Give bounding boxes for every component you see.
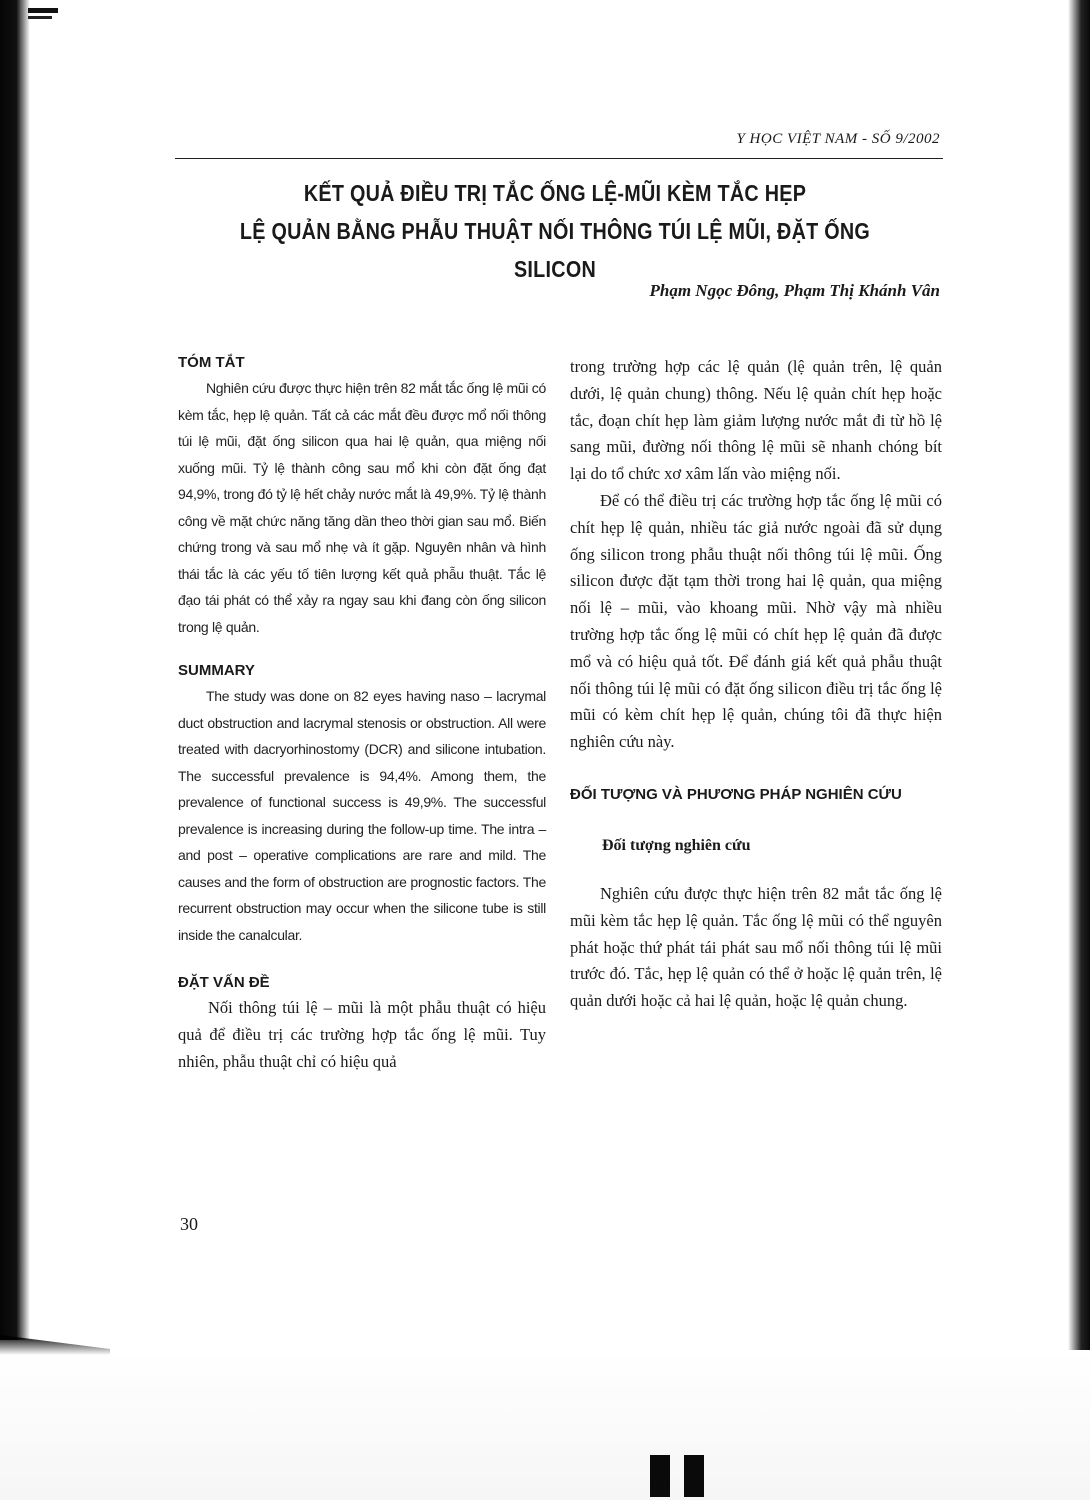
subjects-subheading: Đối tượng nghiên cứu	[602, 836, 751, 854]
right-column	[570, 354, 942, 1015]
subjects-paragraph: Nghiên cứu được thực hiện trên 82 mắt tắc ống lệ mũi kèm tắc hẹp lệ quản. Tắc ống lệ mũi có thể nguyên phát hoặc thứ phát tái phát sau mổ nối thông túi lệ mũi trước đó. Tắc, hẹp lệ quản có thể ở hoặc lệ quản trên, lệ quản dưới hoặc cả hai lệ quản, hoặc lệ quản chung.	[570, 883, 942, 1011]
journal-header: Y HỌC VIỆT NAM - SỐ 9/2002	[736, 131, 940, 147]
tomtat-text: Nghiên cứu được thực hiện trên 82 mắt tắc ống lệ mũi có kèm tắc, hẹp lệ quản. Tất cả các mắt đều được mổ nối thông túi lệ mũi, đặt ống silicon qua hai lệ quản, qua miệng nối xuống mũi. Tỷ lệ thành công sau mổ khi còn đặt ống đạt 94,9%, trong đó tỷ lệ hết chảy nước mắt là 49,9%. Tỷ lệ thành công về mặt chức năng tăng dần theo thời gian sau mổ. Biến chứng trong và sau mổ nhẹ và ít gặp. Nguyên nhân và hình thái tắc là các yếu tố tiên lượng kết quả phẫu thuật. Tắc lệ đạo tái phát có thể xảy ra ngay sau khi đang còn ống silicon trong lệ quản.	[178, 380, 546, 635]
summary-text: The study was done on 82 eyes having naso – lacrymal duct obstruction and lacrymal stenosis or obstruction. All were treated with dacryorhinostomy (DCR) and silicone intubation. The successful prevalence is 94,4%. Among them, the prevalence of functional success is 49,9%. The successful prevalence is increasing during the follow-up time. The intra – and post – operative complications are rare and mild. The causes and the form of obstruction are prognostic factors. The recurrent obstruction may occur when the silicone tube is still inside the canalcular.	[178, 688, 546, 943]
scan-mark	[28, 16, 52, 19]
scan-edge-left	[0, 0, 30, 1340]
tomtat-heading: TÓM TẮT	[178, 354, 245, 371]
article-authors: Phạm Ngọc Đông, Phạm Thị Khánh Vân	[649, 281, 940, 300]
article-title	[215, 174, 894, 288]
scan-edge-right	[1068, 0, 1090, 1400]
summary-heading: SUMMARY	[178, 662, 255, 679]
left-column	[178, 354, 546, 1075]
intro-paragraph-continued: trong trường hợp các lệ quản (lệ quản trên, lệ quản dưới, lệ quản chung) thông. Nếu lệ quản chít hẹp hoặc tắc, đoạn chít hẹp làm giảm lượng nước mắt đi từ hồ lệ sang mũi, đường nối thông lệ mũi sẽ nhanh chóng bít lại do tổ chức xơ xâm lấn vào miệng nối.	[570, 357, 942, 484]
page-bottom-margin	[0, 1350, 1090, 1500]
datvande-text: Nối thông túi lệ – mũi là một phẫu thuật có hiệu quả để điều trị các trường hợp tắc ống lệ mũi. Tuy nhiên, phẫu thuật chỉ có hiệu quả	[178, 998, 546, 1071]
scan-bar-marks	[650, 1455, 718, 1502]
scan-edge-bottom	[0, 1335, 110, 1355]
datvande-heading: ĐẶT VẤN ĐỀ	[178, 974, 270, 991]
header-rule	[175, 158, 943, 159]
title-line-2: LỆ QUẢN BẰNG PHẪU THUẬT NỐI THÔNG TÚI LỆ MŨI, ĐẶT ỐNG SILICON	[239, 218, 871, 282]
scan-mark	[28, 8, 58, 13]
methods-heading: ĐỐI TƯỢNG VÀ PHƯƠNG PHÁP NGHIÊN CỨU	[570, 785, 902, 803]
intro-paragraph-2: Để có thể điều trị các trường hợp tắc ống lệ mũi có chít hẹp lệ quản, nhiều tác giả nước ngoài đã sử dụng ống silicon trong phẫu thuật nối thông túi lệ mũi. Ống silicon được đặt tạm thời trong hai lệ quản, qua miệng nối lệ – mũi, vào khoang mũi. Nhờ vậy mà nhiều trường hợp tắc ống lệ mũi có chít hẹp lệ quản đã được mổ và có hiệu quả tốt. Để đánh giá kết quả phẫu thuật nối thông túi lệ mũi có đặt ống silicon điều trị tắc ống lệ mũi có kèm chít hẹp lệ quản, chúng tôi đã thực hiện nghiên cứu này.	[570, 490, 942, 752]
page-number: 30	[180, 1214, 198, 1234]
title-line-1: KẾT QUẢ ĐIỀU TRỊ TẮC ỐNG LỆ-MŨI KÈM TẮC HẸP	[303, 180, 807, 206]
